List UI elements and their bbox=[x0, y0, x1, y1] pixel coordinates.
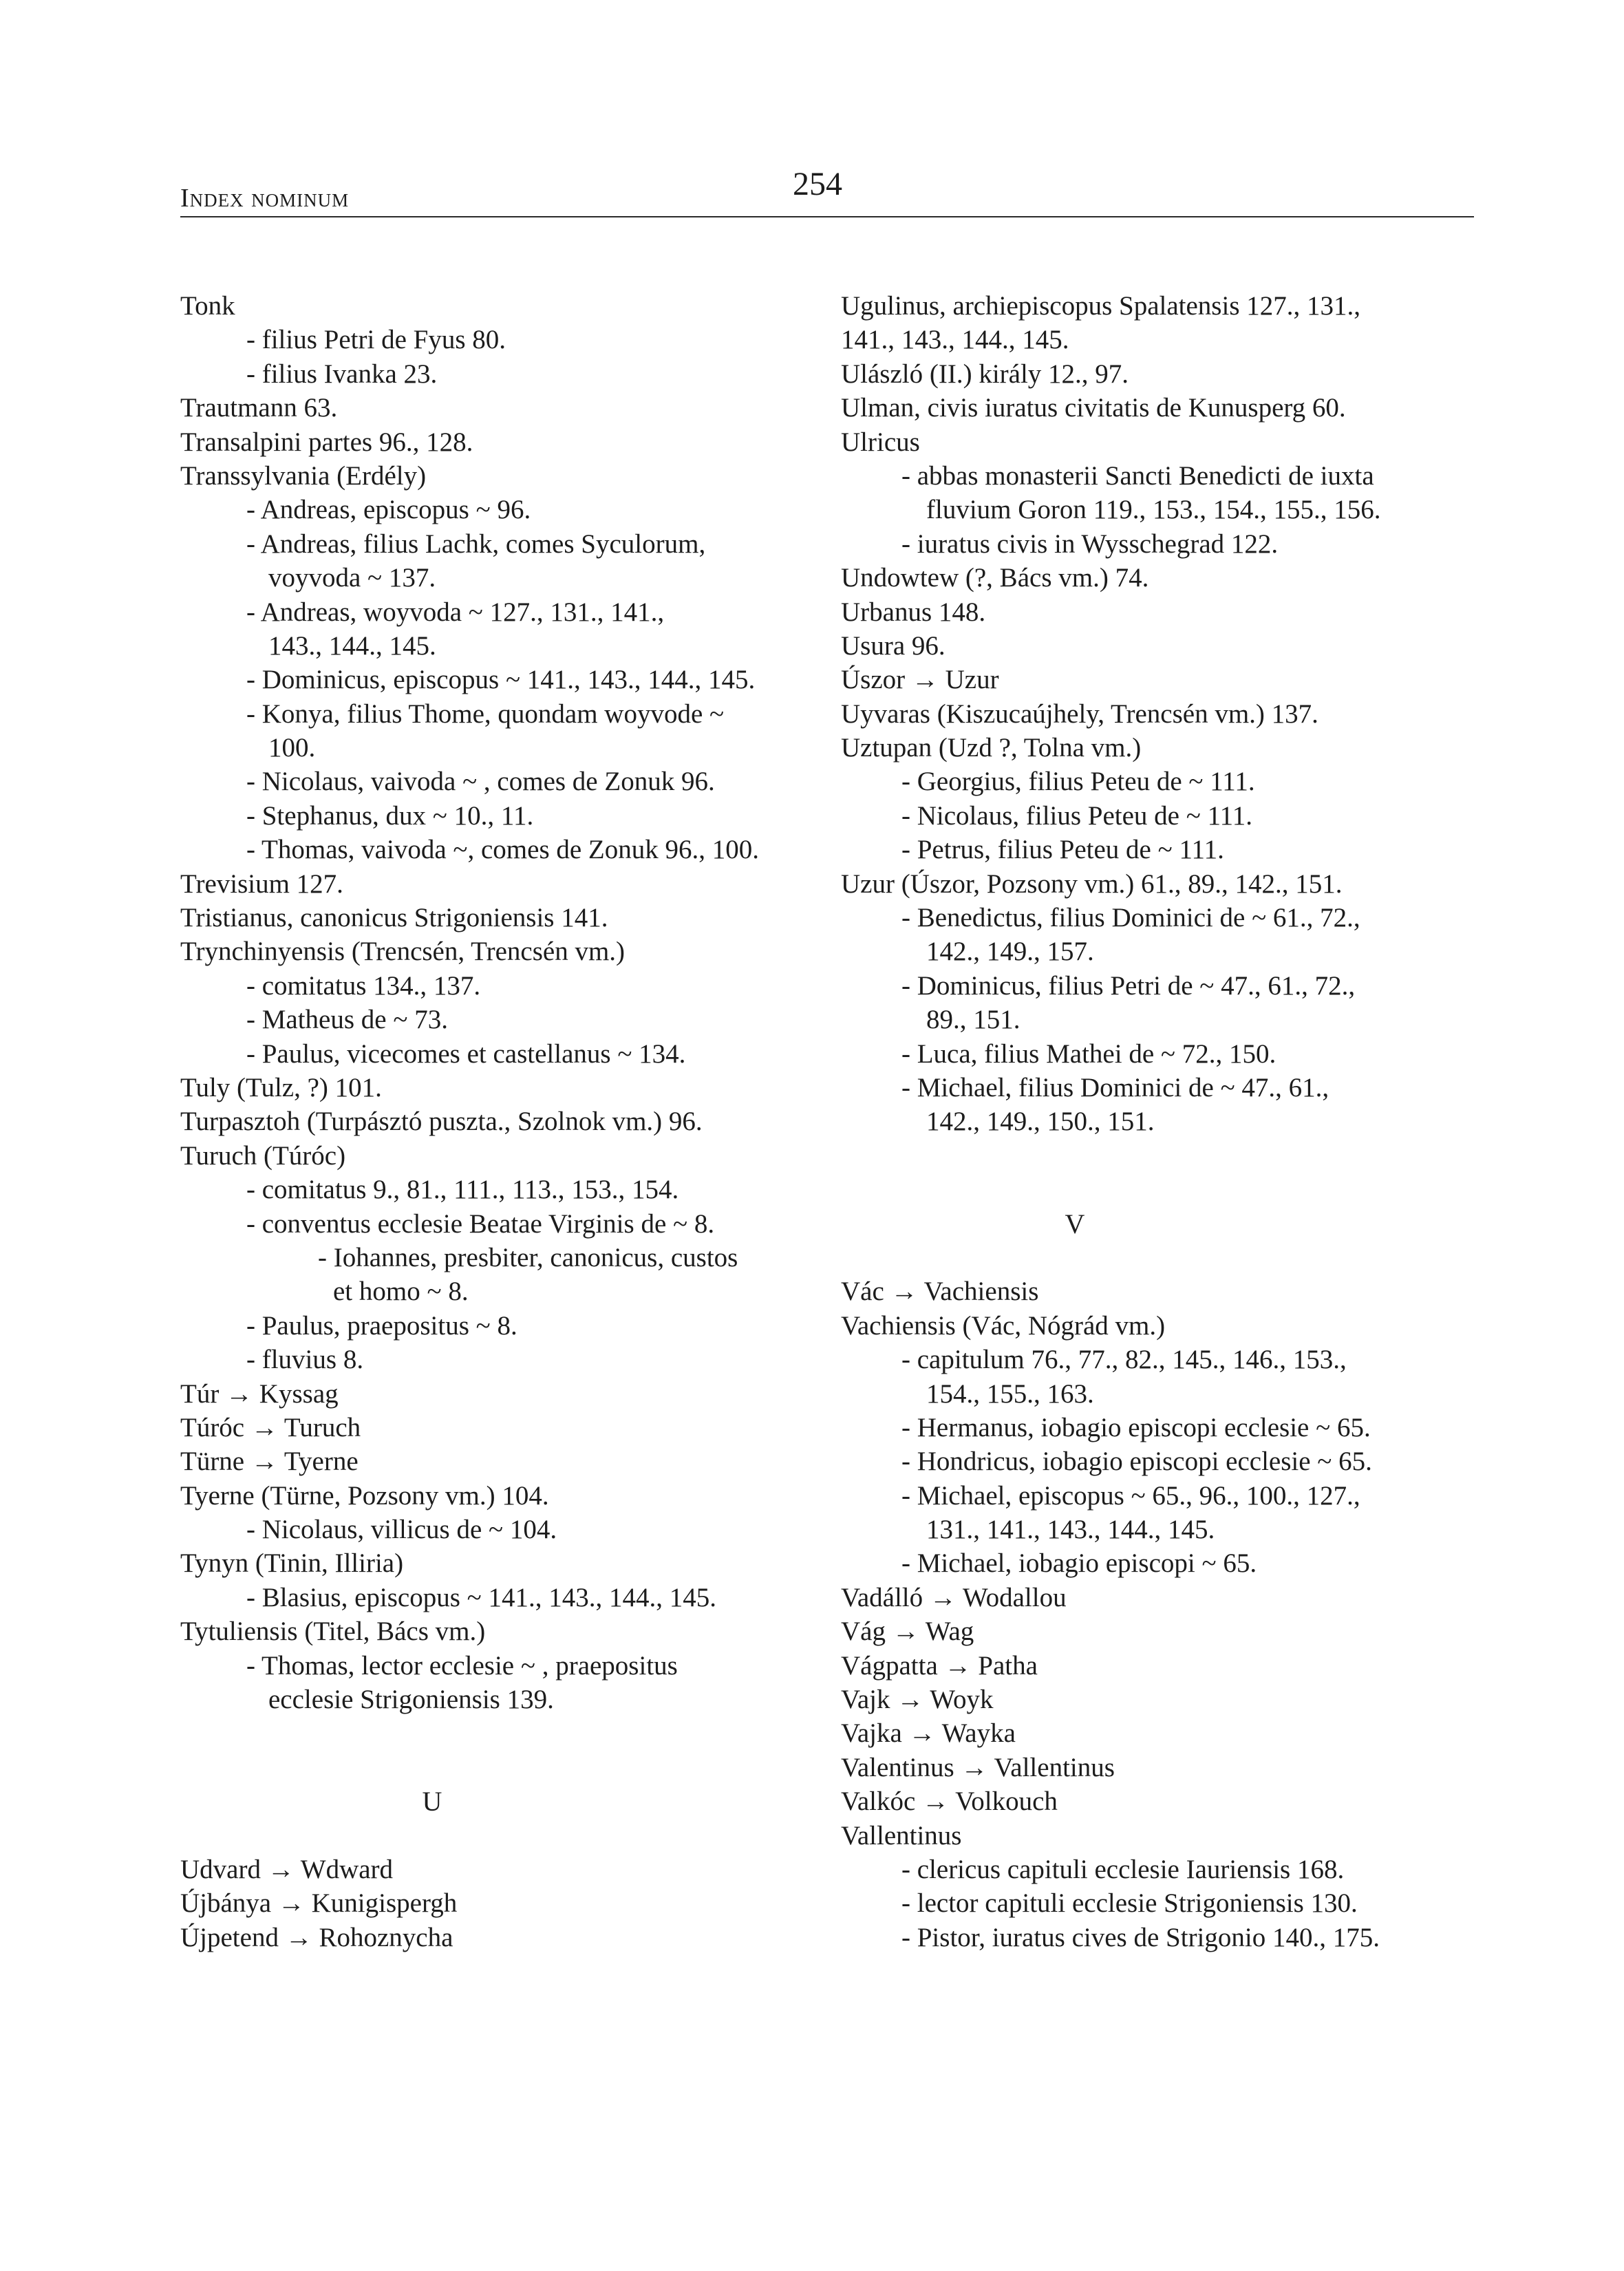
index-entry: Usura 96. bbox=[841, 630, 945, 661]
index-subentry: et homo ~ 8. bbox=[333, 1277, 469, 1307]
index-subentry: - Michael, iobagio episcopi ~ 65. bbox=[901, 1548, 1257, 1579]
index-entry: Vág → Wag bbox=[841, 1617, 974, 1647]
spacer bbox=[841, 1241, 1502, 1275]
section-letter: V bbox=[1065, 1208, 1085, 1239]
index-subentry: - Petrus, filius Peteu de ~ 111. bbox=[901, 835, 1224, 865]
index-entry: Újpetend → Rohoznycha bbox=[180, 1922, 453, 1952]
index-entry: Tuly (Tulz, ?) 101. bbox=[180, 1072, 382, 1102]
index-entry: Vallentinus bbox=[841, 1820, 962, 1851]
index-entry: Ulászló (II.) király 12., 97. bbox=[841, 359, 1129, 389]
running-title: Index nominum bbox=[180, 184, 350, 213]
index-subentry: - Konya, filius Thome, quondam woyvode ~ bbox=[246, 699, 725, 729]
index-subentry: - Stephanus, dux ~ 10., 11. bbox=[246, 800, 534, 831]
page-number: 254 bbox=[793, 166, 842, 202]
index-subentry: 89., 151. bbox=[926, 1005, 1021, 1035]
index-subentry: - Andreas, woyvoda ~ 127., 131., 141., bbox=[246, 597, 665, 627]
index-subentry: - iuratus civis in Wysschegrad 122. bbox=[901, 529, 1279, 559]
index-subentry: - Matheus de ~ 73. bbox=[246, 1005, 448, 1035]
running-header bbox=[180, 165, 1474, 215]
index-subentry: 142., 149., 157. bbox=[926, 937, 1094, 967]
index-entry: Vajk → Woyk bbox=[841, 1685, 994, 1715]
section-letter: U bbox=[422, 1786, 442, 1817]
index-subentry: - Paulus, praepositus ~ 8. bbox=[246, 1310, 517, 1341]
index-subentry: - Hondricus, iobagio episcopi ecclesie ~ 65. bbox=[901, 1447, 1372, 1477]
index-subentry: 154., 155., 163. bbox=[926, 1378, 1094, 1409]
index-subentry: - Michael, filius Dominici de ~ 47., 61., bbox=[901, 1072, 1329, 1102]
index-entry: Tristianus, canonicus Strigoniensis 141. bbox=[180, 903, 608, 933]
index-subentry: fluvium Goron 119., 153., 154., 155., 156. bbox=[926, 495, 1381, 525]
index-subentry: - clericus capituli ecclesie Iauriensis 168. bbox=[901, 1854, 1345, 1884]
index-entry: Valentinus → Vallentinus bbox=[841, 1752, 1115, 1782]
index-subentry: - Benedictus, filius Dominici de ~ 61., 72., bbox=[901, 903, 1360, 933]
index-subentry: 100. bbox=[268, 733, 316, 763]
index-subentry: - comitatus 134., 137. bbox=[246, 970, 481, 1001]
index-entry: Túróc → Turuch bbox=[180, 1412, 361, 1442]
index-column-left bbox=[180, 289, 841, 1954]
index-subentry: - capitulum 76., 77., 82., 145., 146., 153., bbox=[901, 1345, 1347, 1375]
index-subentry: - Dominicus, episcopus ~ 141., 143., 144., 145. bbox=[246, 665, 756, 695]
index-entry: Vachiensis (Vác, Nógrád vm.) bbox=[841, 1310, 1166, 1341]
spacer bbox=[180, 1751, 841, 1784]
index-subentry: - lector capituli ecclesie Strigoniensis 130. bbox=[901, 1888, 1358, 1919]
index-entry: Valkóc → Volkouch bbox=[841, 1787, 1058, 1817]
header-rule bbox=[180, 216, 1474, 217]
spacer bbox=[841, 1139, 1502, 1173]
index-subentry: 142., 149., 150., 151. bbox=[926, 1107, 1155, 1137]
index-entry: Újbánya → Kunigispergh bbox=[180, 1888, 458, 1919]
index-entry: Vajka → Wayka bbox=[841, 1718, 1016, 1749]
index-entry: Trynchinyensis (Trencsén, Trencsén vm.) bbox=[180, 937, 626, 967]
index-subentry: 143., 144., 145. bbox=[268, 630, 436, 661]
index-entry: Türne → Tyerne bbox=[180, 1447, 359, 1477]
index-entry: Transalpini partes 96., 128. bbox=[180, 427, 473, 457]
index-entry: Tytuliensis (Titel, Bács vm.) bbox=[180, 1617, 486, 1647]
index-subentry: - Pistor, iuratus cives de Strigonio 140., 175. bbox=[901, 1922, 1380, 1952]
spacer bbox=[180, 1716, 841, 1750]
index-subentry: - Andreas, episcopus ~ 96. bbox=[246, 495, 531, 525]
index-entry: Ulricus bbox=[841, 427, 920, 457]
index-subentry: 131., 141., 143., 144., 145. bbox=[926, 1515, 1215, 1545]
index-subentry: - abbas monasterii Sancti Benedicti de iuxta bbox=[901, 460, 1374, 491]
index-entry: Ulman, civis iuratus civitatis de Kunusperg 60. bbox=[841, 393, 1346, 423]
index-entry: Tonk bbox=[180, 291, 235, 321]
index-subentry: - Iohannes, presbiter, canonicus, custos bbox=[318, 1242, 738, 1272]
index-entry: Vágpatta → Patha bbox=[841, 1650, 1038, 1681]
index-entry: Tynyn (Tinin, Illiria) bbox=[180, 1548, 404, 1579]
index-entry: Vadálló → Wodallou bbox=[841, 1582, 1067, 1612]
index-subentry: - comitatus 9., 81., 111., 113., 153., 154. bbox=[246, 1175, 679, 1205]
index-subentry: - Luca, filius Mathei de ~ 72., 150. bbox=[901, 1038, 1276, 1069]
index-entry: Uzur (Úszor, Pozsony vm.) 61., 89., 142., 151. bbox=[841, 868, 1343, 899]
index-entry: Vác → Vachiensis bbox=[841, 1277, 1039, 1307]
index-subentry: voyvoda ~ 137. bbox=[268, 563, 436, 593]
index-subentry: - Georgius, filius Peteu de ~ 111. bbox=[901, 767, 1255, 797]
index-subentry: - filius Petri de Fyus 80. bbox=[246, 325, 506, 355]
index-subentry: - Thomas, lector ecclesie ~ , praepositus bbox=[246, 1650, 678, 1681]
index-entry: Turpasztoh (Turpásztó puszta., Szolnok vm.) 96. bbox=[180, 1107, 703, 1137]
index-subentry: - Michael, episcopus ~ 65., 96., 100., 127., bbox=[901, 1480, 1360, 1511]
index-subentry: - conventus ecclesie Beatae Virginis de ~ 8. bbox=[246, 1208, 715, 1239]
index-subentry: - Nicolaus, villicus de ~ 104. bbox=[246, 1515, 557, 1545]
index-subentry: - filius Ivanka 23. bbox=[246, 359, 438, 389]
index-column-right bbox=[841, 289, 1502, 1954]
index-subentry: ecclesie Strigoniensis 139. bbox=[268, 1685, 554, 1715]
index-subentry: - fluvius 8. bbox=[246, 1345, 364, 1375]
index-entry: Úszor → Uzur bbox=[841, 665, 999, 695]
spacer bbox=[841, 1173, 1502, 1206]
spacer bbox=[180, 1819, 841, 1853]
index-entry: Uyvaras (Kiszucaújhely, Trencsén vm.) 137. bbox=[841, 699, 1318, 729]
index-entry: Urbanus 148. bbox=[841, 597, 986, 627]
index-entry: Tyerne (Türne, Pozsony vm.) 104. bbox=[180, 1480, 549, 1511]
index-entry: Transsylvania (Erdély) bbox=[180, 460, 427, 491]
index-subentry: - Blasius, episcopus ~ 141., 143., 144., 145. bbox=[246, 1582, 716, 1612]
index-subentry: - Dominicus, filius Petri de ~ 47., 61., 72., bbox=[901, 970, 1356, 1001]
index-entry: Uztupan (Uzd ?, Tolna vm.) bbox=[841, 733, 1142, 763]
index-subentry: - Hermanus, iobagio episcopi ecclesie ~ 65. bbox=[901, 1412, 1371, 1442]
index-entry: Undowtew (?, Bács vm.) 74. bbox=[841, 563, 1149, 593]
index-subentry: - Paulus, vicecomes et castellanus ~ 134. bbox=[246, 1038, 686, 1069]
index-subentry: - Nicolaus, filius Peteu de ~ 111. bbox=[901, 800, 1252, 831]
index-entry: Trevisium 127. bbox=[180, 868, 343, 899]
index-entry: Trautmann 63. bbox=[180, 393, 338, 423]
index-subentry: - Andreas, filius Lachk, comes Syculorum, bbox=[246, 529, 706, 559]
index-entry: Turuch (Túróc) bbox=[180, 1140, 346, 1171]
index-subentry: - Nicolaus, vaivoda ~ , comes de Zonuk 96. bbox=[246, 767, 715, 797]
index-subentry: - Thomas, vaivoda ~, comes de Zonuk 96., 100. bbox=[246, 835, 759, 865]
index-entry: 141., 143., 144., 145. bbox=[841, 325, 1069, 355]
index-entry: Ugulinus, archiepiscopus Spalatensis 127., 131., bbox=[841, 291, 1360, 321]
index-entry: Udvard → Wdward bbox=[180, 1854, 394, 1884]
index-entry: Túr → Kyssag bbox=[180, 1378, 339, 1409]
